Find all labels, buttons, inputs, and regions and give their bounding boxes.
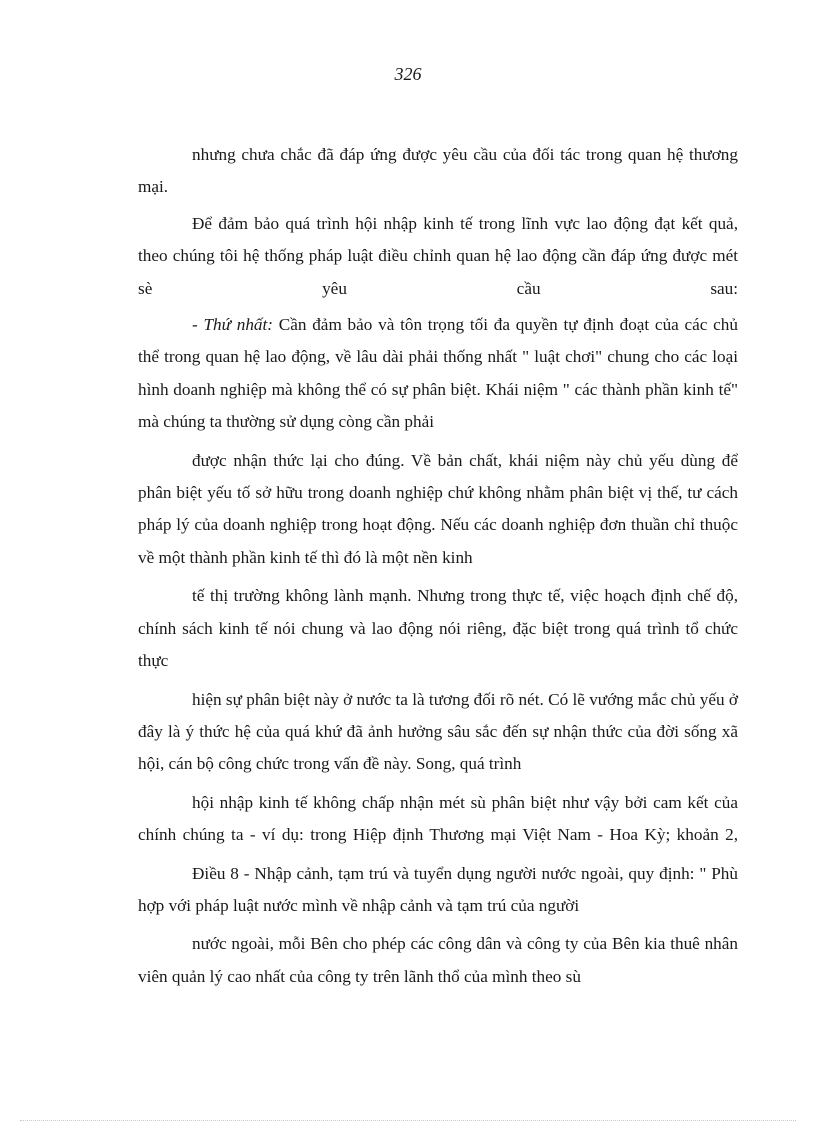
body-text (138, 139, 738, 993)
page-number: 326 (394, 64, 422, 84)
paragraph-1: nhưng chưa chắc đã đáp ứng được yêu cầu của đối tác trong quan hệ thương mại. (138, 145, 738, 197)
paragraph-2: Để đảm bảo quá trình hội nhập kinh tế trong lĩnh vực lao động đạt kết quả, theo chúng tôi hệ thống pháp luật điều chỉnh quan hệ lao động cần đáp ứng được mét sè yêu cầu sau: (138, 213, 738, 298)
page-bottom-border (20, 1120, 796, 1121)
paragraph-6: hiện sự phân biệt này ở nước ta là tương đối rõ nét. Có lẽ vướng mắc chủ yếu ở đây là ý thức hệ của quá khứ đã ảnh hưởng sâu sắc đến sự nhận thức của đời sống xã hội, cán bộ công chức trong vấn đề này. Song, quá trình (138, 689, 738, 774)
paragraph-4: được nhận thức lại cho đúng. Về bản chất, khái niệm này chủ yếu dùng để phân biệt yếu tố sở hữu trong doanh nghiệp chứ không nhằm phân biệt vị thế, tư cách pháp lý của doanh nghiệp trong hoạt động. Nếu các doanh nghiệp đơn thuần chỉ thuộc về một thành phần kinh tế thì đó là một nền kinh (138, 450, 738, 567)
paragraph-5: tế thị trường không lành mạnh. Nhưng trong thực tế, việc hoạch định chế độ, chính sách kinh tế nói chung và lao động nói riêng, đặc biệt trong quá trình tổ chức thực (138, 586, 738, 671)
paragraph-7: hội nhập kinh tế không chấp nhận mét sù phân biệt như vậy bởi cam kết của chính chúng ta - ví dụ: trong Hiệp định Thương mại Việt Nam - Hoa Kỳ; khoản 2, (138, 792, 738, 845)
paragraph-8: Điều 8 - Nhập cảnh, tạm trú và tuyển dụng người nước ngoài, quy định: " Phù hợp với pháp luật nước mình về nhập cảnh và tạm trú của người (138, 863, 738, 915)
paragraph-3 (138, 309, 738, 439)
paragraph-9: nước ngoài, mỗi Bên cho phép các công dân và công ty của Bên kia thuê nhân viên quản lý cao nhất của công ty trên lãnh thổ của mình theo sù (138, 934, 738, 986)
paragraph-3-text: Cần đảm bảo và tôn trọng tối đa quyền tự định đoạt của các chủ thể trong quan hệ lao động, về lâu dài phải thống nhất " luật chơi" chung cho các loại hình doanh nghiệp mà không thể có sự phân biệt. Khái niệm " các thành phần kinh tế" mà chúng ta thường sử dụng còng cần phải (138, 315, 738, 432)
paragraph-3-label: - Thứ nhất: (192, 315, 274, 335)
